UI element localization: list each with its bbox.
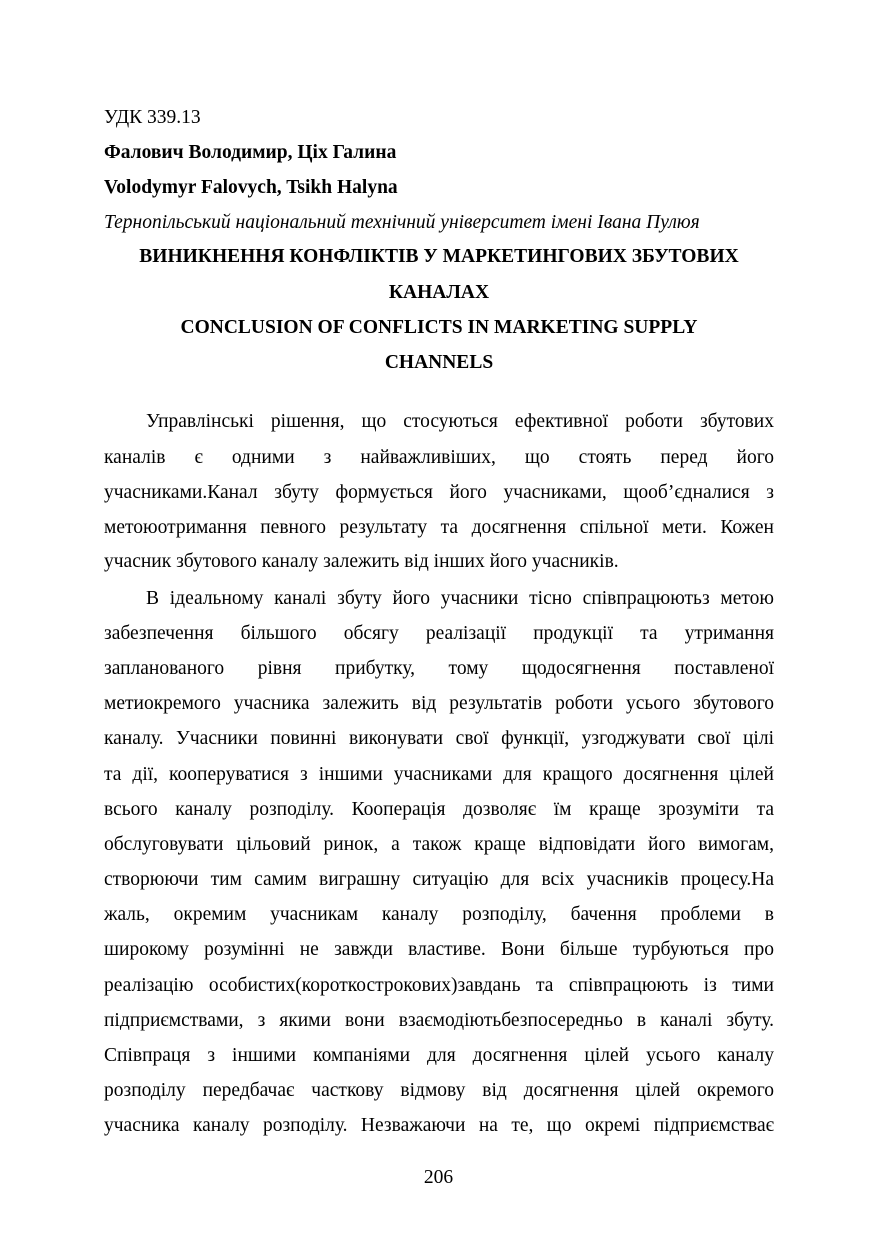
text-line: підприємствами, з якими вони взаємодіютьбезпосередньо в каналі збуту. [104,1010,774,1031]
authors-english: Volodymyr Falovych, Tsikh Halyna [104,177,398,198]
text-line: В ідеальному каналі збуту його учасники тісно співпрацюютьз метою [146,588,774,609]
text-line: Управлінські рішення, що стосуються ефективної роботи збутових [146,411,774,432]
text-line: широкому розумінні не завжди властиве. Вони більше турбуються про [104,939,774,960]
text-line: реалізацію особистих(короткострокових)завдань та співпрацюють із тими [104,975,774,996]
udk-code: УДК 339.13 [104,107,201,128]
text-line: метиокремого учасника залежить від результатів роботи усього збутового [104,693,774,714]
text-line: та дії, кооперуватися з іншими учасниками для кращого досягнення цілей [104,764,774,785]
text-line: метоюотримання певного результату та досягнення спільної мети. Кожен [104,517,774,538]
affiliation: Тернопільський національний технічний університет імені Івана Пулюя [104,212,700,233]
text-line: Співпраця з іншими компаніями для досягнення цілей усього каналу [104,1045,774,1066]
title-ukrainian-line1: ВИНИКНЕННЯ КОНФЛІКТІВ У МАРКЕТИНГОВИХ ЗБУТОВИХ [139,246,739,267]
text-line: запланованого рівня прибутку, тому щодосягнення поставленої [104,658,774,679]
text-line: каналу. Учасники повинні виконувати свої функції, узгоджувати свої цілі [104,728,774,749]
text-line: учасник збутового каналу залежить від інших його учасників. [104,551,619,572]
text-line: каналів є одними з найважливіших, що стоять перед його [104,447,774,468]
title-ukrainian-line2: КАНАЛАХ [388,282,490,303]
text-line: розподілу передбачає часткову відмову від досягнення цілей окремого [104,1080,774,1101]
page-number: 206 [423,1167,454,1188]
authors-ukrainian: Фалович Володимир, Ціх Галина [104,142,397,163]
text-line: всього каналу розподілу. Кооперація дозволяє їм краще зрозуміти та [104,799,774,820]
text-line: обслуговувати цільовий ринок, а також краще відповідати його вимогам, [104,834,774,855]
text-line: жаль, окремим учасникам каналу розподілу, бачення проблеми в [104,904,774,925]
text-line: створюючи тим самим виграшну ситуацію для всіх учасників процесу.На [104,869,774,890]
text-line: забезпечення більшого обсягу реалізації продукції та утримання [104,623,774,644]
text-line: учасника каналу розподілу. Незважаючи на те, що окремі підприємстває [104,1115,774,1136]
title-english-line2: CHANNELS [384,352,494,373]
text-line: учасниками.Канал збуту формується його учасниками, щооб’єдналися з [104,482,774,503]
title-english-line1: CONCLUSION OF CONFLICTS IN MARKETING SUPPLY [180,317,698,338]
